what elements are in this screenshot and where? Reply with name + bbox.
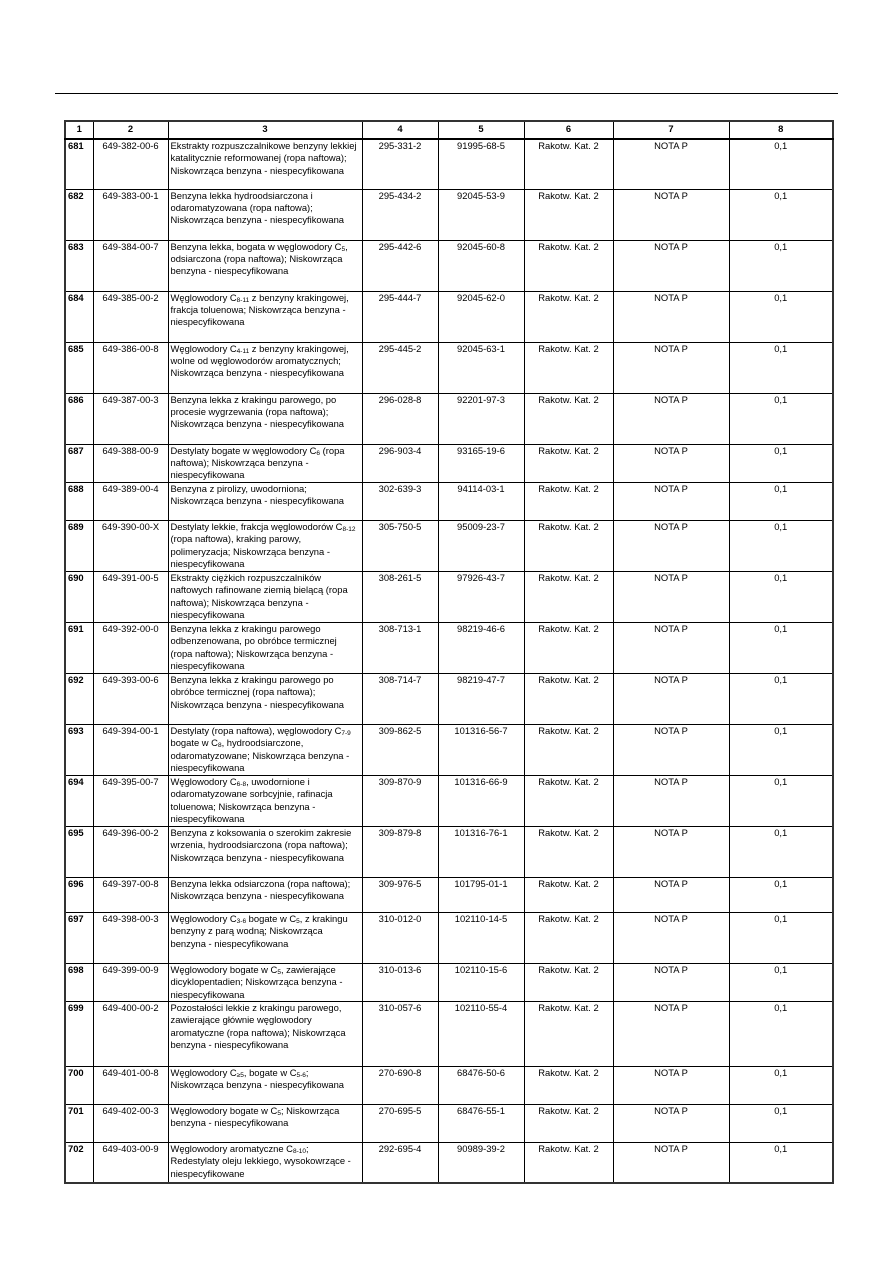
table-row — [65, 775, 833, 826]
cas-number: 92045-60-8 — [438, 240, 524, 291]
concentration-limit: 0,1 — [729, 393, 833, 444]
name-text: bogate w C — [170, 737, 218, 749]
index-number: 649-400-00-2 — [93, 1001, 168, 1066]
substance-number: 689 — [65, 520, 93, 571]
cas-number: 68476-50-6 — [438, 1066, 524, 1104]
substance-number: 685 — [65, 342, 93, 393]
substance-number: 684 — [65, 291, 93, 342]
cas-number: 68476-55-1 — [438, 1104, 524, 1142]
classification: Rakotw. Kat. 2 — [524, 1142, 613, 1183]
index-number: 649-384-00-7 — [93, 240, 168, 291]
substance-name — [168, 622, 362, 673]
substance-name — [168, 189, 362, 240]
index-number: 649-387-00-3 — [93, 393, 168, 444]
cas-number: 90989-39-2 — [438, 1142, 524, 1183]
name-text: Destylaty bogate w węglowodory C — [170, 444, 317, 456]
note: NOTA P — [613, 826, 729, 877]
concentration-limit: 0,1 — [729, 622, 833, 673]
concentration-limit: 0,1 — [729, 826, 833, 877]
note: NOTA P — [613, 912, 729, 963]
note: NOTA P — [613, 189, 729, 240]
ec-number: 296-903-4 — [362, 444, 438, 482]
concentration-limit: 0,1 — [729, 912, 833, 963]
substance-number: 701 — [65, 1104, 93, 1142]
table-row — [65, 342, 833, 393]
index-number: 649-383-00-1 — [93, 189, 168, 240]
index-number: 649-393-00-6 — [93, 673, 168, 724]
substance-number: 691 — [65, 622, 93, 673]
name-text: Węglowodory C — [170, 912, 237, 924]
index-number: 649-395-00-7 — [93, 775, 168, 826]
name-text: Węglowodory bogate w C — [170, 963, 278, 975]
subscript: 5 — [277, 968, 281, 976]
substance-number: 700 — [65, 1066, 93, 1104]
cas-number: 93165-19-6 — [438, 444, 524, 482]
substance-number: 687 — [65, 444, 93, 482]
note: NOTA P — [613, 291, 729, 342]
page-header-rule — [55, 93, 838, 94]
concentration-limit: 0,1 — [729, 291, 833, 342]
substance-number: 694 — [65, 775, 93, 826]
index-number: 649-398-00-3 — [93, 912, 168, 963]
index-number: 649-401-00-8 — [93, 1066, 168, 1104]
cas-number: 101795-01-1 — [438, 877, 524, 912]
name-text: z benzyny krakingowej, frakcja toluenowa; Niskowrząca benzyna - niespecyfikowana — [170, 291, 349, 328]
table-row — [65, 1104, 833, 1142]
index-number: 649-390-00-X — [93, 520, 168, 571]
classification: Rakotw. Kat. 2 — [524, 912, 613, 963]
concentration-limit: 0,1 — [729, 775, 833, 826]
table-row — [65, 724, 833, 775]
name-text: Benzyna z koksowania o szerokim zakresie wrzenia, hydroodsiarczona (ropa naftowa); Niskowrząca benzyna - niespecyfikowana — [170, 826, 352, 863]
subscript: 7-9 — [341, 729, 351, 737]
name-text: Benzyna z pirolizy, uwodorniona; Niskowrząca benzyna - niespecyfikowana — [170, 482, 345, 507]
name-text: Ekstrakty ciężkich rozpuszczalników naftowych rafinowane ziemią bielącą (ropa naftowa); Niskowrząca benzyna - niespecyfikowana — [170, 571, 348, 620]
concentration-limit: 0,1 — [729, 520, 833, 571]
name-text: ; Niskowrząca benzyna - niespecyfikowana — [170, 1104, 340, 1129]
substance-number: 688 — [65, 482, 93, 520]
substance-name — [168, 291, 362, 342]
name-text: Węglowodory C — [170, 1066, 237, 1078]
subscript: 8 — [217, 742, 222, 750]
name-text: ; Niskowrząca benzyna - niespecyfikowana — [170, 1066, 345, 1091]
ec-number: 295-434-2 — [362, 189, 438, 240]
table-row — [65, 673, 833, 724]
ec-number: 270-690-8 — [362, 1066, 438, 1104]
cas-number: 95009-23-7 — [438, 520, 524, 571]
ec-number: 309-879-8 — [362, 826, 438, 877]
concentration-limit: 0,1 — [729, 1142, 833, 1183]
concentration-limit: 0,1 — [729, 240, 833, 291]
index-number: 649-402-00-3 — [93, 1104, 168, 1142]
substance-name — [168, 963, 362, 1001]
concentration-limit: 0,1 — [729, 963, 833, 1001]
name-text: , odsiarczona (ropa naftowa); Niskowrząca benzyna - niespecyfikowana — [170, 240, 348, 277]
name-text: , zawierające dicyklopentadien; Niskowrząca benzyna - niespecyfikowana — [170, 963, 343, 1000]
name-text: Benzyna lekka z krakingu parowego, po procesie wygrzewania (ropa naftowa); Niskowrząca benzyna - niespecyfikowana — [170, 393, 345, 430]
subscript: 8-10 — [292, 1147, 306, 1155]
substance-number: 697 — [65, 912, 93, 963]
substance-name — [168, 775, 362, 826]
classification: Rakotw. Kat. 2 — [524, 520, 613, 571]
ec-number: 310-012-0 — [362, 912, 438, 963]
note: NOTA P — [613, 139, 729, 189]
concentration-limit: 0,1 — [729, 1001, 833, 1066]
cas-number: 101316-56-7 — [438, 724, 524, 775]
table-row — [65, 240, 833, 291]
concentration-limit: 0,1 — [729, 724, 833, 775]
ec-number: 309-862-5 — [362, 724, 438, 775]
cas-number: 102110-55-4 — [438, 1001, 524, 1066]
cas-number: 92045-63-1 — [438, 342, 524, 393]
substance-name — [168, 1001, 362, 1066]
table-row — [65, 139, 833, 189]
name-text: Benzyna lekka odsiarczona (ropa naftowa); Niskowrząca benzyna - niespecyfikowana — [170, 877, 351, 902]
note: NOTA P — [613, 877, 729, 912]
table-header-row — [65, 121, 833, 139]
substance-number: 681 — [65, 139, 93, 189]
note: NOTA P — [613, 240, 729, 291]
note: NOTA P — [613, 1104, 729, 1142]
ec-number: 295-442-6 — [362, 240, 438, 291]
note: NOTA P — [613, 963, 729, 1001]
subscript: 5 — [296, 917, 300, 925]
substance-name — [168, 673, 362, 724]
cas-number: 97926-43-7 — [438, 571, 524, 622]
subscript: 6 — [316, 449, 321, 457]
cas-number: 98219-46-6 — [438, 622, 524, 673]
name-text: z benzyny krakingowej, wolne od węglowodorów aromatycznych; Niskowrząca benzyna - niespecyfikowana — [170, 342, 349, 379]
substance-number: 695 — [65, 826, 93, 877]
ec-number: 309-976-5 — [362, 877, 438, 912]
index-number: 649-385-00-2 — [93, 291, 168, 342]
note: NOTA P — [613, 673, 729, 724]
concentration-limit: 0,1 — [729, 444, 833, 482]
ec-number: 308-714-7 — [362, 673, 438, 724]
name-text: (ropa naftowa); Niskowrząca benzyna - niespecyfikowana — [170, 444, 345, 481]
ec-number: 310-013-6 — [362, 963, 438, 1001]
classification: Rakotw. Kat. 2 — [524, 622, 613, 673]
column-header-7: 7 — [613, 121, 729, 139]
name-text: Węglowodory C — [170, 291, 237, 303]
classification: Rakotw. Kat. 2 — [524, 724, 613, 775]
note: NOTA P — [613, 1001, 729, 1066]
name-text: Benzyna lekka z krakingu parowego po obróbce termicznej (ropa naftowa); Niskowrząca benzyna - niespecyfikowana — [170, 673, 345, 710]
name-text: Węglowodory C — [170, 342, 237, 354]
index-number: 649-394-00-1 — [93, 724, 168, 775]
cas-number: 102110-14-5 — [438, 912, 524, 963]
classification: Rakotw. Kat. 2 — [524, 240, 613, 291]
table-row — [65, 877, 833, 912]
name-text: Pozostałości lekkie z krakingu parowego, zawierające głównie węglowodory aromatyczne (ropa naftowa); Niskowrząca benzyna - niespecyfikowana — [170, 1001, 346, 1051]
substance-number: 698 — [65, 963, 93, 1001]
index-number: 649-388-00-9 — [93, 444, 168, 482]
name-text: , hydroodsiarczone, odaromatyzowane; Niskowrząca benzyna - niespecyfikowana — [170, 737, 350, 773]
index-number: 649-389-00-4 — [93, 482, 168, 520]
substance-name — [168, 393, 362, 444]
ec-number: 305-750-5 — [362, 520, 438, 571]
classification: Rakotw. Kat. 2 — [524, 189, 613, 240]
classification: Rakotw. Kat. 2 — [524, 1066, 613, 1104]
classification: Rakotw. Kat. 2 — [524, 482, 613, 520]
cas-number: 101316-66-9 — [438, 775, 524, 826]
cas-number: 94114-03-1 — [438, 482, 524, 520]
name-text: , bogate w C — [243, 1066, 297, 1078]
substance-name — [168, 139, 362, 189]
substance-name — [168, 826, 362, 877]
table-row — [65, 1066, 833, 1104]
concentration-limit: 0,1 — [729, 139, 833, 189]
index-number: 649-382-00-6 — [93, 139, 168, 189]
substance-number: 692 — [65, 673, 93, 724]
column-header-6: 6 — [524, 121, 613, 139]
subscript: 4-11 — [236, 347, 250, 355]
substance-name — [168, 571, 362, 622]
substance-number: 686 — [65, 393, 93, 444]
substance-name — [168, 1142, 362, 1183]
cas-number: 92045-62-0 — [438, 291, 524, 342]
name-text: , uwodornione i odaromatyzowane sorbcyjnie, rafinacja toluenowa; Niskowrząca benzyna - niespecyfikowana — [170, 775, 333, 824]
ec-number: 302-639-3 — [362, 482, 438, 520]
table-row — [65, 1142, 833, 1183]
note: NOTA P — [613, 1142, 729, 1183]
classification: Rakotw. Kat. 2 — [524, 775, 613, 826]
substances-table — [64, 120, 834, 1184]
ec-number: 296-028-8 — [362, 393, 438, 444]
name-text: Benzyna lekka, bogata w węglowodory C — [170, 240, 342, 252]
table-row — [65, 291, 833, 342]
index-number: 649-391-00-5 — [93, 571, 168, 622]
name-text: Węglowodory bogate w C — [170, 1104, 278, 1116]
substance-number: 702 — [65, 1142, 93, 1183]
substance-name — [168, 342, 362, 393]
name-text: Destylaty lekkie, frakcja węglowodorów C — [170, 520, 343, 532]
name-text: Benzyna lekka z krakingu parowego odbenzenowana, po obróbce termicznej (ropa naftowa); Niskowrząca benzyna - niespecyfikowana — [170, 622, 337, 671]
name-text: Węglowodory C — [170, 775, 237, 787]
table-row — [65, 520, 833, 571]
subscript: 6-8 — [236, 780, 247, 788]
index-number: 649-392-00-0 — [93, 622, 168, 673]
table-row — [65, 393, 833, 444]
classification: Rakotw. Kat. 2 — [524, 393, 613, 444]
column-header-5: 5 — [438, 121, 524, 139]
note: NOTA P — [613, 520, 729, 571]
substance-name — [168, 1066, 362, 1104]
classification: Rakotw. Kat. 2 — [524, 342, 613, 393]
ec-number: 295-331-2 — [362, 139, 438, 189]
table-row — [65, 963, 833, 1001]
table-row — [65, 189, 833, 240]
classification: Rakotw. Kat. 2 — [524, 673, 613, 724]
ec-number: 308-713-1 — [362, 622, 438, 673]
concentration-limit: 0,1 — [729, 571, 833, 622]
table-row — [65, 444, 833, 482]
table-row — [65, 826, 833, 877]
substance-name — [168, 240, 362, 291]
subscript: 5-6 — [296, 1071, 306, 1079]
note: NOTA P — [613, 622, 729, 673]
index-number: 649-386-00-8 — [93, 342, 168, 393]
table-body — [65, 139, 833, 1183]
classification: Rakotw. Kat. 2 — [524, 571, 613, 622]
note: NOTA P — [613, 482, 729, 520]
subscript: 5 — [341, 245, 346, 253]
substance-number: 682 — [65, 189, 93, 240]
name-text: ; Redestylaty oleju lekkiego, wysokowrzące - niespecyfikowane — [170, 1142, 351, 1179]
name-text: Węglowodory aromatyczne C — [170, 1142, 293, 1154]
substance-name — [168, 724, 362, 775]
substance-number: 696 — [65, 877, 93, 912]
cas-number: 102110-15-6 — [438, 963, 524, 1001]
note: NOTA P — [613, 1066, 729, 1104]
substance-number: 693 — [65, 724, 93, 775]
column-header-4: 4 — [362, 121, 438, 139]
name-text: , z krakingu benzyny z parą wodną; Niskowrząca benzyna - niespecyfikowana — [170, 912, 348, 949]
note: NOTA P — [613, 571, 729, 622]
note: NOTA P — [613, 393, 729, 444]
substance-name — [168, 482, 362, 520]
note: NOTA P — [613, 444, 729, 482]
index-number: 649-397-00-8 — [93, 877, 168, 912]
substance-name — [168, 444, 362, 482]
concentration-limit: 0,1 — [729, 1104, 833, 1142]
cas-number: 92045-53-9 — [438, 189, 524, 240]
name-text: Destylaty (ropa naftowa), węglowodory C — [170, 724, 342, 736]
note: NOTA P — [613, 342, 729, 393]
classification: Rakotw. Kat. 2 — [524, 963, 613, 1001]
ec-number: 292-695-4 — [362, 1142, 438, 1183]
substance-name — [168, 912, 362, 963]
index-number: 649-403-00-9 — [93, 1142, 168, 1183]
column-header-8: 8 — [729, 121, 833, 139]
substance-name — [168, 520, 362, 571]
column-header-1: 1 — [65, 121, 93, 139]
substance-number: 699 — [65, 1001, 93, 1066]
name-text: Benzyna lekka hydroodsiarczona i odaromatyzowana (ropa naftowa); Niskowrząca benzyna - niespecyfikowana — [170, 189, 345, 226]
substance-name — [168, 1104, 362, 1142]
table-row — [65, 1001, 833, 1066]
subscript: ≥5 — [236, 1071, 244, 1079]
table-row — [65, 622, 833, 673]
column-header-2: 2 — [93, 121, 168, 139]
ec-number: 309-870-9 — [362, 775, 438, 826]
table-row — [65, 571, 833, 622]
classification: Rakotw. Kat. 2 — [524, 444, 613, 482]
name-text: (ropa naftowa), kraking parowy, polimeryzacja; Niskowrząca benzyna - niespecyfikowana — [170, 533, 330, 569]
ec-number: 308-261-5 — [362, 571, 438, 622]
cas-number: 92201-97-3 — [438, 393, 524, 444]
cas-number: 101316-76-1 — [438, 826, 524, 877]
classification: Rakotw. Kat. 2 — [524, 1001, 613, 1066]
name-text: bogate w C — [246, 912, 297, 924]
classification: Rakotw. Kat. 2 — [524, 1104, 613, 1142]
substance-number: 690 — [65, 571, 93, 622]
subscript: 3-6 — [236, 917, 247, 925]
cas-number: 91995-68-5 — [438, 139, 524, 189]
concentration-limit: 0,1 — [729, 673, 833, 724]
name-text: Ekstrakty rozpuszczalnikowe benzyny lekkiej katalitycznie reformowanej (ropa naftowa); Niskowrząca benzyna - niespecyfikowana — [170, 140, 357, 176]
classification: Rakotw. Kat. 2 — [524, 877, 613, 912]
index-number: 649-399-00-9 — [93, 963, 168, 1001]
substance-name — [168, 877, 362, 912]
index-number: 649-396-00-2 — [93, 826, 168, 877]
ec-number: 310-057-6 — [362, 1001, 438, 1066]
concentration-limit: 0,1 — [729, 342, 833, 393]
ec-number: 270-695-5 — [362, 1104, 438, 1142]
column-header-3: 3 — [168, 121, 362, 139]
classification: Rakotw. Kat. 2 — [524, 826, 613, 877]
classification: Rakotw. Kat. 2 — [524, 291, 613, 342]
concentration-limit: 0,1 — [729, 877, 833, 912]
concentration-limit: 0,1 — [729, 189, 833, 240]
cas-number: 98219-47-7 — [438, 673, 524, 724]
subscript: 8-11 — [236, 296, 250, 304]
subscript: 8-12 — [342, 525, 356, 533]
table-row — [65, 912, 833, 963]
classification: Rakotw. Kat. 2 — [524, 139, 613, 189]
subscript: 5 — [277, 1109, 281, 1117]
concentration-limit: 0,1 — [729, 1066, 833, 1104]
substance-number: 683 — [65, 240, 93, 291]
table-row — [65, 482, 833, 520]
ec-number: 295-445-2 — [362, 342, 438, 393]
concentration-limit: 0,1 — [729, 482, 833, 520]
note: NOTA P — [613, 724, 729, 775]
note: NOTA P — [613, 775, 729, 826]
ec-number: 295-444-7 — [362, 291, 438, 342]
